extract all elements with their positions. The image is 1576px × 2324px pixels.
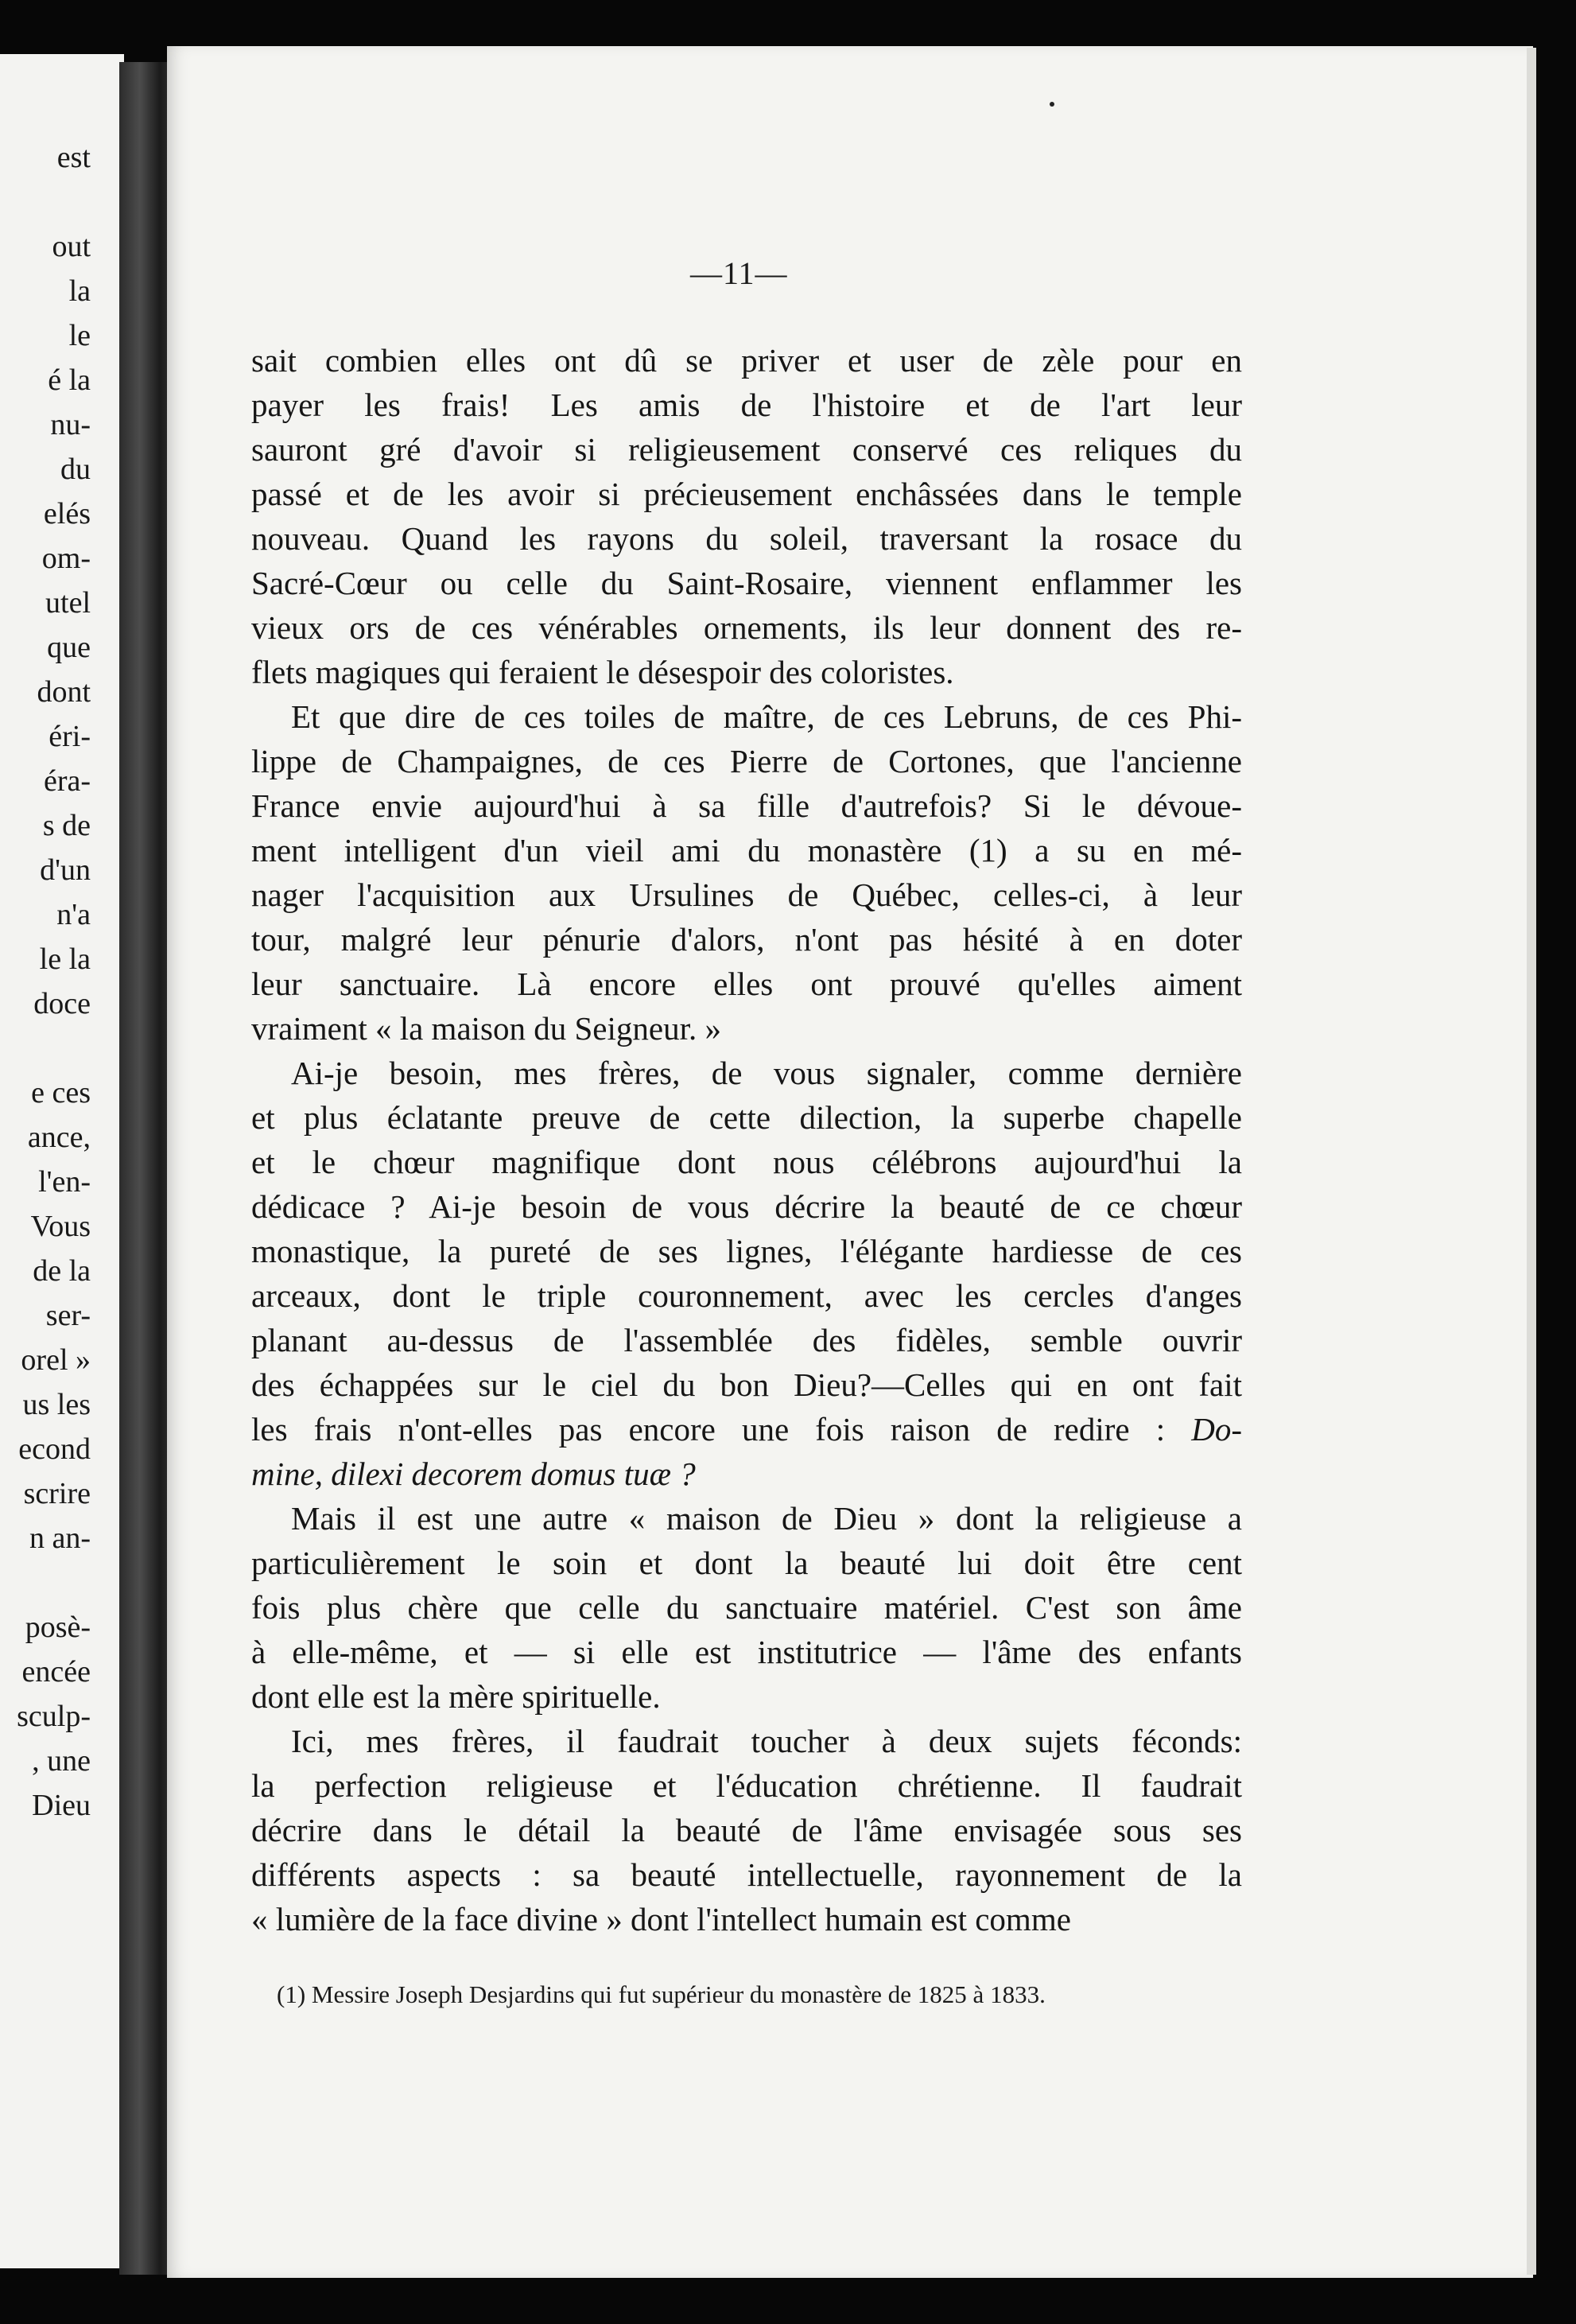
text-line: fois plus chère que celle du sanctuaire matériel. C'est son âme	[251, 1589, 1242, 1626]
text-line: lippe de Champaignes, de ces Pierre de Cortones, que l'ancienne	[251, 743, 1242, 779]
left-page-fragment: la	[68, 274, 91, 308]
page-number: —11—	[690, 255, 788, 291]
text-line: des échappées sur le ciel du bon Dieu?—Celles qui en ont fait	[251, 1366, 1242, 1403]
left-page-fragment: econd	[18, 1432, 91, 1466]
left-page-fragment: que	[47, 631, 91, 664]
left-page-fragment: dont	[37, 675, 91, 709]
left-page	[0, 54, 124, 2268]
left-page-fragment: sculp-	[17, 1700, 91, 1733]
text-line: Sacré-Cœur ou celle du Saint-Rosaire, viennent enflammer les	[251, 565, 1242, 601]
left-page-fragment: Vous	[30, 1210, 91, 1243]
text-line: Ai-je besoin, mes frères, de vous signaler, comme dernière	[291, 1055, 1242, 1091]
left-page-fragment: s de	[42, 809, 91, 842]
left-page-fragment: n an-	[29, 1521, 91, 1555]
text-line: Ici, mes frères, il faudrait toucher à deux sujets féconds:	[291, 1723, 1242, 1759]
left-page-fragment: doce	[33, 987, 91, 1020]
latin-text: Do-	[1191, 1411, 1242, 1448]
latin-text: mine, dilexi decorem domus tuæ ?	[251, 1455, 696, 1492]
text-line: différents aspects : sa beauté intellectuelle, rayonnement de la	[251, 1856, 1242, 1893]
text-line: et le chœur magnifique dont nous célébrons aujourd'hui la	[251, 1144, 1242, 1180]
text-line: et plus éclatante preuve de cette dilection, la superbe chapelle	[251, 1099, 1242, 1136]
text-line: à elle-même, et — si elle est institutrice — l'âme des enfants	[251, 1634, 1242, 1670]
left-page-fragment: ance,	[27, 1121, 91, 1154]
left-page-fragment: Dieu	[32, 1789, 91, 1822]
left-page-fragment: e ces	[31, 1076, 91, 1110]
speck	[1050, 102, 1054, 107]
left-page-fragment: est	[56, 141, 91, 174]
text-line: particulièrement le soin et dont la beauté lui doit être cent	[251, 1545, 1242, 1581]
text-line	[251, 1407, 1242, 1452]
text-line: la perfection religieuse et l'éducation chrétienne. Il faudrait	[251, 1767, 1242, 1804]
text-line: monastique, la pureté de ses lignes, l'élégante hardiesse de ces	[251, 1233, 1242, 1269]
text-line: leur sanctuaire. Là encore elles ont prouvé qu'elles aiment	[251, 966, 1242, 1002]
left-page-fragment: de la	[33, 1254, 91, 1288]
text-line: « lumière de la face divine » dont l'intellect humain est comme	[251, 1901, 1071, 1937]
footnote: (1) Messire Joseph Desjardins qui fut supérieur du monastère de 1825 à 1833.	[277, 1980, 1046, 2008]
text-line: décrire dans le détail la beauté de l'âme envisagée sous ses	[251, 1812, 1242, 1848]
text-line: Et que dire de ces toiles de maître, de ces Lebruns, de ces Phi-	[291, 698, 1242, 735]
text-line: payer les frais! Les amis de l'histoire et de l'art leur	[251, 387, 1242, 423]
left-page-fragment: scrire	[23, 1477, 91, 1510]
left-page-fragment: ser-	[45, 1299, 91, 1332]
text-line: passé et de les avoir si précieusement enchâssées dans le temple	[251, 476, 1242, 512]
text-line: sait combien elles ont dû se priver et user de zèle pour en	[251, 342, 1242, 379]
left-page-fragment: , une	[32, 1744, 91, 1778]
text-line: dédicace ? Ai-je besoin de vous décrire la beauté de ce chœur	[251, 1188, 1242, 1225]
left-page-fragment: le la	[39, 942, 91, 976]
left-page-fragment: l'en-	[38, 1165, 91, 1199]
left-page-fragment: n'a	[56, 898, 91, 931]
text-line	[251, 1452, 1242, 1496]
text-line: vieux ors de ces vénérables ornements, ils leur donnent des re-	[251, 609, 1242, 646]
text-span: les frais n'ont-elles pas encore une fois raison de redire :	[251, 1411, 1166, 1448]
left-page-fragment: us les	[22, 1388, 91, 1421]
left-page-fragment: le	[68, 319, 91, 352]
left-page-fragment: out	[52, 230, 91, 263]
text-line: arceaux, dont le triple couronnement, avec les cercles d'anges	[251, 1277, 1242, 1314]
left-page-fragment: d'un	[40, 853, 91, 887]
left-page-fragment: orel »	[21, 1343, 91, 1377]
left-page-fragment: éri-	[49, 720, 91, 753]
left-page-fragment: éra-	[43, 764, 91, 798]
left-page-fragment: utel	[45, 586, 91, 620]
left-page-fragment: encée	[21, 1655, 91, 1689]
text-line: vraiment « la maison du Seigneur. »	[251, 1010, 721, 1047]
text-line: ment intelligent d'un vieil ami du monastère (1) a su en mé-	[251, 832, 1242, 869]
text-line: planant au-dessus de l'assemblée des fidèles, semble ouvrir	[251, 1322, 1242, 1358]
text-line: dont elle est la mère spirituelle.	[251, 1678, 661, 1715]
text-line: nouveau. Quand les rayons du soleil, traversant la rosace du	[251, 520, 1242, 557]
text-line: nager l'acquisition aux Ursulines de Québec, celles-ci, à leur	[251, 876, 1242, 913]
text-line: France envie aujourd'hui à sa fille d'autrefois? Si le dévoue-	[251, 787, 1242, 824]
left-page-fragment: nu-	[50, 408, 91, 441]
text-line: sauront gré d'avoir si religieusement conservé ces reliques du	[251, 431, 1242, 468]
page-edge	[1527, 48, 1536, 2275]
text-line: tour, malgré leur pénurie d'alors, n'ont pas hésité à en doter	[251, 921, 1242, 958]
left-page-fragment: du	[60, 453, 91, 486]
left-page-fragment: om-	[41, 542, 91, 575]
left-page-fragment: elés	[43, 497, 91, 530]
body-text	[251, 338, 1242, 1941]
text-line: flets magiques qui feraient le désespoir des coloristes.	[251, 654, 954, 690]
text-line: Mais il est une autre « maison de Dieu » dont la religieuse a	[291, 1500, 1242, 1537]
left-page-fragment: posè-	[25, 1611, 91, 1644]
left-page-fragment: é la	[48, 363, 91, 397]
